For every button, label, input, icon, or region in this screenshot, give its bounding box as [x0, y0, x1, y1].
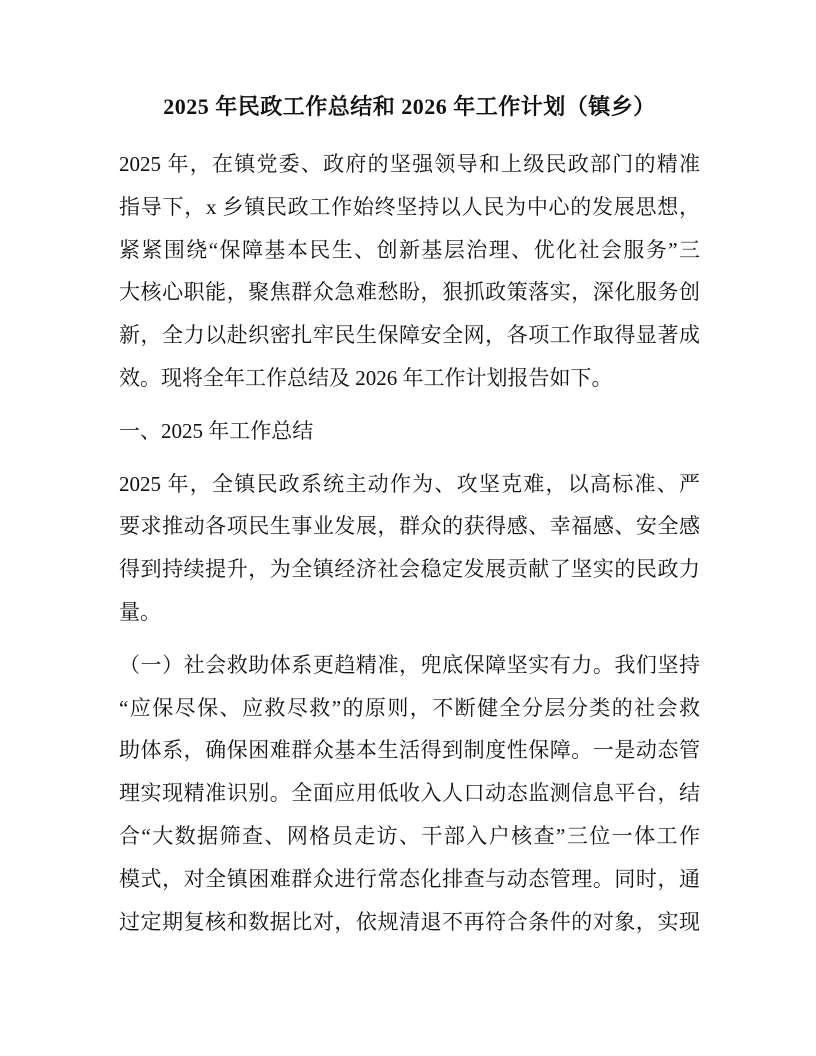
text-line: 2025 年，全镇民政系统主动作为、攻坚克难，以高标准、严 [119, 471, 700, 496]
text-line: 理实现精准识别。全面应用低收入人口动态监测信息平台，结 [119, 781, 700, 806]
text-line: 紧紧围绕“保障基本民生、创新基层治理、优化社会服务”三 [119, 237, 700, 262]
text-line: “应保尽保、应救尽救”的原则，不断健全分层分类的社会救 [119, 695, 700, 720]
text-line: 量。 [119, 599, 161, 624]
text-line: 效。现将全年工作总结及 2026 年工作计划报告如下。 [119, 365, 613, 390]
paragraph [119, 463, 700, 634]
text-line: 模式，对全镇困难群众进行常态化排查与动态管理。同时，通 [119, 866, 700, 891]
text-line: 助体系，确保困难群众基本生活得到制度性保障。一是动态管 [119, 738, 700, 763]
text-line: 新，全力以赴织密扎牢民生保障安全网，各项工作取得显著成 [119, 323, 700, 348]
text-line: 一、2025 年工作总结 [119, 418, 314, 443]
text-line: 指导下，x 乡镇民政工作始终坚持以人民为中心的发展思想， [119, 194, 700, 219]
text-line: （一）社会救助体系更趋精准，兜底保障坚实有力。我们坚持 [119, 652, 700, 677]
text-line: 过定期复核和数据比对，依规清退不再符合条件的对象，实现 [119, 909, 700, 934]
document-title: 2025 年民政工作总结和 2026 年工作计划（镇乡） [163, 94, 656, 119]
document-body [119, 143, 700, 943]
text-line: 要求推动各项民生事业发展，群众的获得感、幸福感、安全感 [119, 514, 700, 539]
section-heading [119, 410, 700, 453]
text-line: 合“大数据筛查、网格员走访、干部入户核查”三位一体工作 [119, 823, 700, 848]
text-line: 得到持续提升，为全镇经济社会稳定发展贡献了坚实的民政力 [119, 557, 700, 582]
paragraph [119, 644, 700, 944]
text-line: 2025 年，在镇党委、政府的坚强领导和上级民政部门的精准 [119, 152, 700, 176]
text-line: 大核心职能，聚焦群众急难愁盼，狠抓政策落实，深化服务创 [119, 280, 700, 305]
paragraph [119, 143, 700, 400]
